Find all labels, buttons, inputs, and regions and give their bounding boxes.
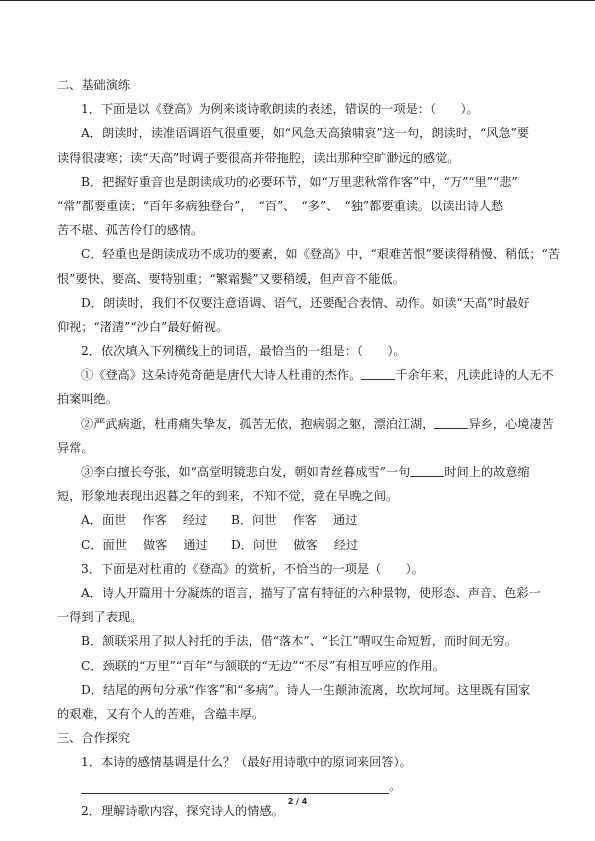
option-a-line2: 一得到了表现。 [57, 610, 143, 625]
sentence-text: ①《登高》这朵诗苑奇葩是唐代大诗人杜甫的杰作。 [81, 368, 362, 383]
question-stem: 2．依次填入下列横线上的词语，最恰当的一组是：（ ）。 [81, 344, 406, 359]
document-body [57, 77, 560, 827]
sentence-3 [57, 464, 545, 480]
option-b-line1: B．把握好重音也是朗读成功的必要环节，如“万里悲秋常作客”中，“万”“里”“悲” [81, 174, 518, 189]
option-d-line1: D．朗读时，我们不仅要注意语调、语气，还要配合表情、动作。如读“天高”时最好 [81, 295, 530, 310]
sentence-2 [57, 416, 554, 432]
answer-blank[interactable] [81, 781, 389, 794]
fill-blank[interactable] [410, 464, 444, 477]
option-d[interactable]: D．问世 做客 经过 [231, 537, 359, 552]
sentence-3-cont: 短，形象地表现出迟暮之年的到来，不知不觉，竟在早晚之间。 [57, 489, 399, 504]
option-c-line1: C．轻重也是朗读成功不成功的要素，如《登高》中，“艰难苦恨”要读得稍慢、稍低；“苦 [81, 247, 560, 262]
options-row-2 [57, 537, 545, 553]
sentence-1 [57, 367, 554, 383]
option-c[interactable]: C．面世 做客 通过 [81, 537, 208, 552]
sentence-text: ③李白擅长夸张，如“高堂明镜悲白发，朝如青丝暮成雪”一句 [81, 465, 411, 479]
fill-blank[interactable] [361, 367, 395, 380]
option-a[interactable]: A．面世 作客 经过 [81, 513, 208, 528]
sentence-text: 异乡，心境凄苦 [468, 416, 554, 431]
top-rule [0, 0, 595, 1]
option-a-line1: A．诗人开篇用十分凝炼的语言，描写了富有特征的六种景物，使形态、声音、色彩一 [81, 585, 541, 600]
option-a-line2: 读得很凄寒；读“天高”时调子要很高并带拖腔，读出那种空旷渺远的感觉。 [57, 150, 460, 165]
question-stem: 1．下面是以《登高》为例来谈诗歌朗读的表述，错误的一项是：（ ）。 [81, 102, 479, 117]
option-b-line2: “常”都要重读；“百年多病独登台”， “百”、 “多”、 “独”都要重读。以读出诗人愁 [57, 198, 504, 213]
option-b-line1: B．颔联采用了拟人衬托的手法，借“落木”、“长江”喟叹生命短暂，而时间无穷。 [81, 634, 518, 649]
question-stem: 1．本诗的感情基调是什么？（最好用诗歌中的原词来回答）。 [81, 755, 412, 770]
option-d-line2: 仰视；“渚清”“沙白”最好俯视。 [57, 319, 229, 334]
option-d-line2: 的艰难，又有个人的苦难，含蕴丰厚。 [57, 706, 265, 721]
sentence-text: 千余年来，凡读此诗的人无不 [395, 368, 554, 383]
sentence-2-cont: 异常。 [57, 440, 94, 455]
sentence-text: ②严武病逝，杜甫痛失挚友，孤苦无依，抱病弱之躯，漂泊江湖， [81, 416, 435, 431]
section-title: 二、基础演练 [57, 78, 131, 92]
section-title: 三、合作探究 [57, 731, 131, 746]
question-stem: 2．理解诗歌内容，探究诗人的情感。 [81, 803, 284, 818]
answer-end-mark: 。 [389, 779, 402, 794]
options-row-1 [57, 512, 545, 528]
sentence-1-cont: 拍案叫绝。 [57, 392, 118, 407]
option-d-line1: D．结尾的两句分承“作客”和“多病”。诗人一生颠沛流离，坎坎坷坷。这里既有国家 [81, 682, 531, 697]
option-c-line2: 恨”要快、要高、要特别重；“繁霜鬓”又要稍缓，但声音不能低。 [57, 271, 405, 286]
answer-row [57, 778, 545, 794]
question-stem: 3．下面是对杜甫的《登高》的赏析，不恰当的一项是（ ）。 [81, 561, 424, 576]
sentence-text: 时间上的故意缩 [444, 465, 530, 479]
option-c-line1: C．颈联的“万里”“百年”与颔联的“无边”“不尽”有相互呼应的作用。 [81, 658, 445, 673]
option-b-line3: 苦不堪、孤苦伶仃的感情。 [57, 223, 204, 238]
option-a-line1: A．朗读时，读准语调语气很重要，如“风急天高猿啸哀”这一句，朗读时，“风急”要 [81, 126, 530, 141]
page-number: 2 / 4 [287, 797, 308, 806]
fill-blank[interactable] [434, 416, 468, 429]
option-b[interactable]: B．问世 作客 通过 [231, 513, 358, 528]
